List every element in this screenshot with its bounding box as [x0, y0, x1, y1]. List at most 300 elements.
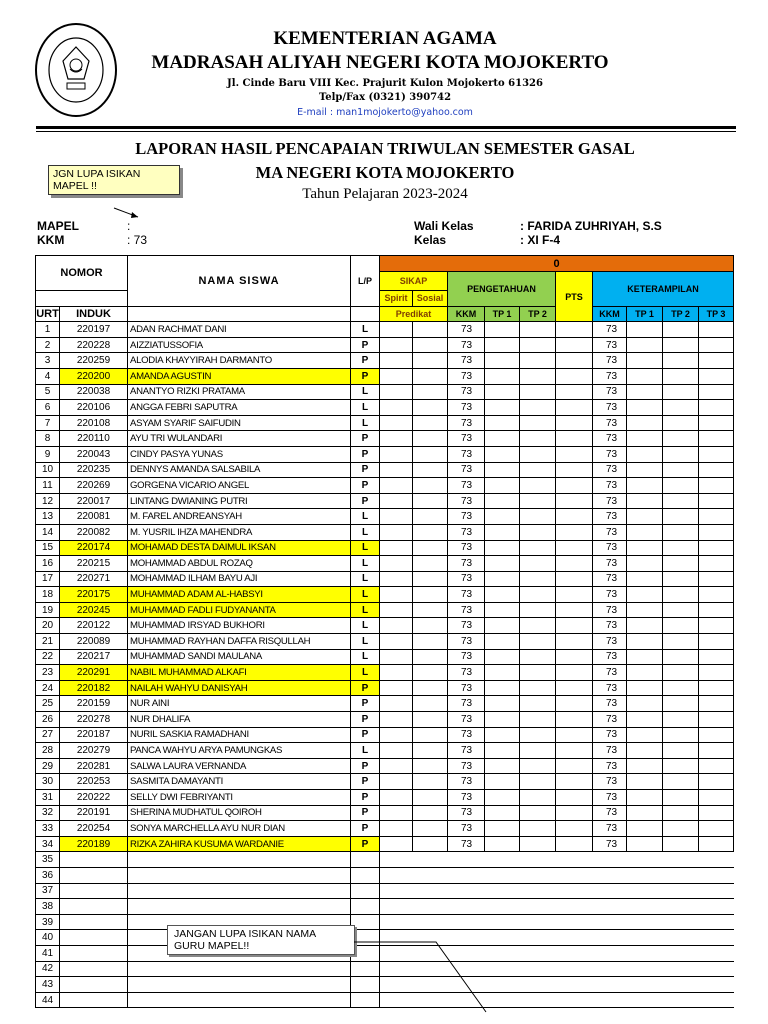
- row-kkm-pengetahuan: 73: [448, 400, 485, 416]
- row-gender: L: [351, 602, 380, 618]
- row-sosial: [413, 680, 448, 696]
- row-empty-cell: [520, 977, 556, 993]
- row-empty-cell: [593, 852, 627, 868]
- row-kkm-pengetahuan: 73: [448, 758, 485, 774]
- row-gender: P: [351, 774, 380, 790]
- row-sosial: [413, 665, 448, 681]
- row-empty-cell: [556, 992, 593, 1008]
- row-gender: P: [351, 727, 380, 743]
- row-tp3-keterampilan: [699, 353, 734, 369]
- row-spirit: [380, 821, 413, 837]
- row-kkm-keterampilan: 73: [593, 400, 627, 416]
- row-tp2-pengetahuan: [520, 540, 556, 556]
- row-tp2-keterampilan: [663, 400, 699, 416]
- row-tp3-keterampilan: [699, 805, 734, 821]
- row-empty-cell: [485, 852, 520, 868]
- row-gender: P: [351, 790, 380, 806]
- row-kkm-keterampilan: 73: [593, 712, 627, 728]
- row-spirit: [380, 727, 413, 743]
- row-student-name: SASMITA DAMAYANTI: [128, 774, 351, 790]
- row-number: 5: [36, 384, 60, 400]
- row-kkm-keterampilan: 73: [593, 478, 627, 494]
- row-tp1-keterampilan: [627, 431, 663, 447]
- row-number: 37: [36, 883, 60, 899]
- row-induk: 220254: [60, 821, 128, 837]
- table-row: [36, 790, 734, 806]
- row-kkm-pengetahuan: 73: [448, 571, 485, 587]
- row-tp1-keterampilan: [627, 493, 663, 509]
- letterhead-thin-rule: [36, 131, 736, 132]
- table-row: [36, 836, 734, 852]
- header-pengetahuan: PENGETAHUAN: [448, 272, 556, 307]
- row-tp1-keterampilan: [627, 478, 663, 494]
- header-kkm-keterampilan: KKM: [593, 306, 627, 322]
- row-tp1-keterampilan: [627, 821, 663, 837]
- row-gender: P: [351, 493, 380, 509]
- row-tp2-pengetahuan: [520, 680, 556, 696]
- report-school: MA NEGERI KOTA MOJOKERTO: [255, 163, 515, 182]
- header-urt: URT: [36, 307, 59, 320]
- row-empty-cell: [60, 852, 128, 868]
- row-empty-cell: [663, 899, 699, 915]
- row-number: 42: [36, 961, 60, 977]
- row-kkm-keterampilan: 73: [593, 353, 627, 369]
- row-tp3-keterampilan: [699, 431, 734, 447]
- row-tp3-keterampilan: [699, 556, 734, 572]
- row-kkm-keterampilan: 73: [593, 509, 627, 525]
- table-row-empty: [36, 852, 734, 868]
- row-tp2-keterampilan: [663, 571, 699, 587]
- row-induk: 220197: [60, 322, 128, 338]
- table-row: [36, 696, 734, 712]
- row-student-name: NURIL SASKIA RAMADHANI: [128, 727, 351, 743]
- row-number: 30: [36, 774, 60, 790]
- row-tp2-pengetahuan: [520, 727, 556, 743]
- row-tp2-keterampilan: [663, 821, 699, 837]
- row-spirit: [380, 322, 413, 338]
- row-tp2-pengetahuan: [520, 618, 556, 634]
- row-gender: P: [351, 478, 380, 494]
- table-row: [36, 571, 734, 587]
- row-tp1-pengetahuan: [485, 509, 520, 525]
- row-kkm-keterampilan: 73: [593, 790, 627, 806]
- row-tp3-keterampilan: [699, 337, 734, 353]
- table-row: [36, 618, 734, 634]
- row-empty-cell: [699, 899, 734, 915]
- row-pts: [556, 415, 593, 431]
- row-induk: 220110: [60, 431, 128, 447]
- row-number: 19: [36, 602, 60, 618]
- row-empty-cell: [699, 852, 734, 868]
- row-kkm-keterampilan: 73: [593, 493, 627, 509]
- row-tp2-keterampilan: [663, 524, 699, 540]
- row-tp2-pengetahuan: [520, 462, 556, 478]
- row-tp2-keterampilan: [663, 712, 699, 728]
- header-keterampilan: KETERAMPILAN: [593, 272, 734, 307]
- row-student-name: MOHAMMAD ILHAM BAYU AJI: [128, 571, 351, 587]
- row-gender: L: [351, 415, 380, 431]
- row-student-name: NUR DHALIFA: [128, 712, 351, 728]
- row-tp1-keterampilan: [627, 805, 663, 821]
- row-tp1-keterampilan: [627, 727, 663, 743]
- row-tp3-keterampilan: [699, 649, 734, 665]
- row-empty-cell: [593, 992, 627, 1008]
- row-tp3-keterampilan: [699, 727, 734, 743]
- row-spirit: [380, 712, 413, 728]
- row-spirit: [380, 353, 413, 369]
- row-pts: [556, 649, 593, 665]
- row-kkm-pengetahuan: 73: [448, 696, 485, 712]
- row-tp1-keterampilan: [627, 680, 663, 696]
- row-induk: 220235: [60, 462, 128, 478]
- row-kkm-pengetahuan: 73: [448, 774, 485, 790]
- row-tp1-keterampilan: [627, 384, 663, 400]
- row-empty-cell: [699, 883, 734, 899]
- row-kkm-keterampilan: 73: [593, 337, 627, 353]
- mapel-value: :: [127, 219, 131, 233]
- row-spirit: [380, 431, 413, 447]
- row-number: 32: [36, 805, 60, 821]
- row-empty-cell: [351, 867, 380, 883]
- row-empty-cell: [413, 852, 448, 868]
- row-kkm-pengetahuan: 73: [448, 384, 485, 400]
- row-induk: 220082: [60, 524, 128, 540]
- kkm-label: KKM: [37, 233, 65, 247]
- row-tp1-keterampilan: [627, 556, 663, 572]
- row-kkm-keterampilan: 73: [593, 322, 627, 338]
- row-tp2-keterampilan: [663, 556, 699, 572]
- row-induk: 220245: [60, 602, 128, 618]
- row-sosial: [413, 696, 448, 712]
- row-kkm-pengetahuan: 73: [448, 368, 485, 384]
- row-empty-cell: [520, 992, 556, 1008]
- row-tp2-keterampilan: [663, 368, 699, 384]
- row-pts: [556, 743, 593, 759]
- row-empty-cell: [556, 961, 593, 977]
- header-nama-blank: [128, 306, 351, 322]
- row-empty-cell: [627, 992, 663, 1008]
- row-student-name: MUHAMMAD IRSYAD BUKHORI: [128, 618, 351, 634]
- row-tp1-pengetahuan: [485, 353, 520, 369]
- row-empty-cell: [520, 867, 556, 883]
- row-empty-cell: [485, 914, 520, 930]
- row-tp1-keterampilan: [627, 758, 663, 774]
- row-kkm-keterampilan: 73: [593, 774, 627, 790]
- row-sosial: [413, 587, 448, 603]
- row-pts: [556, 509, 593, 525]
- row-tp1-keterampilan: [627, 400, 663, 416]
- row-spirit: [380, 400, 413, 416]
- row-tp1-pengetahuan: [485, 556, 520, 572]
- row-tp3-keterampilan: [699, 478, 734, 494]
- row-tp1-pengetahuan: [485, 337, 520, 353]
- row-number: 8: [36, 431, 60, 447]
- header-nomor: NOMOR: [36, 256, 128, 291]
- row-tp2-pengetahuan: [520, 587, 556, 603]
- row-spirit: [380, 618, 413, 634]
- row-student-name: ADAN RACHMAT DANI: [128, 322, 351, 338]
- row-student-name: DENNYS AMANDA SALSABILA: [128, 462, 351, 478]
- row-induk: 220187: [60, 727, 128, 743]
- row-empty-cell: [699, 914, 734, 930]
- row-student-name: MUHAMMAD RAYHAN DAFFA RISQULLAH: [128, 634, 351, 650]
- row-sosial: [413, 634, 448, 650]
- row-kkm-pengetahuan: 73: [448, 337, 485, 353]
- row-tp1-keterampilan: [627, 743, 663, 759]
- row-tp2-keterampilan: [663, 805, 699, 821]
- row-number: 25: [36, 696, 60, 712]
- row-sosial: [413, 571, 448, 587]
- row-empty-cell: [351, 899, 380, 915]
- row-tp2-pengetahuan: [520, 805, 556, 821]
- row-tp3-keterampilan: [699, 618, 734, 634]
- row-empty-cell: [663, 945, 699, 961]
- mapel-label: MAPEL: [37, 219, 79, 233]
- row-empty-cell: [520, 961, 556, 977]
- row-kkm-pengetahuan: 73: [448, 415, 485, 431]
- row-tp2-keterampilan: [663, 384, 699, 400]
- row-tp2-keterampilan: [663, 446, 699, 462]
- row-spirit: [380, 462, 413, 478]
- school-address: Jl. Cinde Baru VIII Kec. Prajurit Kulon Mojokerto 61326: [227, 78, 543, 89]
- row-empty-cell: [520, 914, 556, 930]
- row-sosial: [413, 509, 448, 525]
- row-number: 39: [36, 914, 60, 930]
- row-tp1-keterampilan: [627, 618, 663, 634]
- row-pts: [556, 587, 593, 603]
- row-tp1-pengetahuan: [485, 665, 520, 681]
- row-tp1-pengetahuan: [485, 618, 520, 634]
- row-sosial: [413, 462, 448, 478]
- row-induk: 220189: [60, 836, 128, 852]
- row-number: 29: [36, 758, 60, 774]
- row-empty-cell: [627, 883, 663, 899]
- row-tp1-pengetahuan: [485, 415, 520, 431]
- row-gender: L: [351, 556, 380, 572]
- row-gender: P: [351, 821, 380, 837]
- row-tp3-keterampilan: [699, 790, 734, 806]
- row-tp1-keterampilan: [627, 337, 663, 353]
- header-pts: PTS: [556, 272, 593, 322]
- row-kkm-pengetahuan: 73: [448, 587, 485, 603]
- row-tp1-pengetahuan: [485, 712, 520, 728]
- row-gender: L: [351, 634, 380, 650]
- row-tp1-keterampilan: [627, 571, 663, 587]
- kkm-info-value: : 73: [127, 233, 148, 247]
- table-row-empty: [36, 899, 734, 915]
- row-empty-cell: [663, 867, 699, 883]
- row-sosial: [413, 790, 448, 806]
- row-tp3-keterampilan: [699, 634, 734, 650]
- row-sosial: [413, 415, 448, 431]
- row-kkm-pengetahuan: 73: [448, 743, 485, 759]
- header-tp1-pengetahuan: TP 1: [485, 306, 520, 322]
- row-induk: 220269: [60, 478, 128, 494]
- table-row: [36, 337, 734, 353]
- row-kkm-pengetahuan: 73: [448, 446, 485, 462]
- row-student-name: GORGENA VICARIO ANGEL: [128, 478, 351, 494]
- row-sosial: [413, 384, 448, 400]
- row-induk: 220122: [60, 618, 128, 634]
- row-student-name: ANANTYO RIZKI PRATAMA: [128, 384, 351, 400]
- row-kkm-keterampilan: 73: [593, 618, 627, 634]
- row-tp1-pengetahuan: [485, 774, 520, 790]
- row-kkm-pengetahuan: 73: [448, 353, 485, 369]
- header-nama-siswa: NAMA SISWA: [128, 256, 351, 307]
- row-empty-cell: [627, 914, 663, 930]
- row-spirit: [380, 556, 413, 572]
- row-pts: [556, 384, 593, 400]
- header-lp: L/P: [351, 256, 380, 307]
- row-pts: [556, 790, 593, 806]
- row-pts: [556, 540, 593, 556]
- row-induk: 220038: [60, 384, 128, 400]
- row-tp2-keterampilan: [663, 758, 699, 774]
- row-kkm-keterampilan: 73: [593, 587, 627, 603]
- row-induk: 220279: [60, 743, 128, 759]
- row-student-name: SHERINA MUDHATUL QOIROH: [128, 805, 351, 821]
- table-row-empty: [36, 914, 734, 930]
- row-kkm-pengetahuan: 73: [448, 727, 485, 743]
- row-empty-cell: [663, 852, 699, 868]
- row-pts: [556, 478, 593, 494]
- row-student-name: NABIL MUHAMMAD ALKAFI: [128, 665, 351, 681]
- row-tp2-keterampilan: [663, 587, 699, 603]
- row-tp1-keterampilan: [627, 634, 663, 650]
- row-gender: L: [351, 665, 380, 681]
- row-empty-cell: [60, 945, 128, 961]
- table-row: [36, 322, 734, 338]
- row-tp2-pengetahuan: [520, 665, 556, 681]
- row-tp1-keterampilan: [627, 462, 663, 478]
- row-empty-cell: [556, 867, 593, 883]
- row-gender: L: [351, 540, 380, 556]
- row-kkm-keterampilan: 73: [593, 384, 627, 400]
- row-tp3-keterampilan: [699, 571, 734, 587]
- row-gender: P: [351, 836, 380, 852]
- row-empty-cell: [593, 914, 627, 930]
- row-induk: 220271: [60, 571, 128, 587]
- kelas-label: Kelas: [414, 233, 447, 247]
- row-tp3-keterampilan: [699, 774, 734, 790]
- row-tp3-keterampilan: [699, 446, 734, 462]
- table-row: [36, 431, 734, 447]
- row-tp2-pengetahuan: [520, 446, 556, 462]
- row-induk: 220174: [60, 540, 128, 556]
- table-row: [36, 758, 734, 774]
- row-empty-cell: [60, 899, 128, 915]
- row-sosial: [413, 337, 448, 353]
- row-tp2-keterampilan: [663, 353, 699, 369]
- row-empty-cell: [663, 977, 699, 993]
- row-empty-cell: [699, 992, 734, 1008]
- row-sosial: [413, 556, 448, 572]
- table-row: [36, 602, 734, 618]
- row-number: 16: [36, 556, 60, 572]
- table-row: [36, 712, 734, 728]
- row-tp1-keterampilan: [627, 322, 663, 338]
- row-pts: [556, 493, 593, 509]
- row-induk: 220106: [60, 400, 128, 416]
- row-sosial: [413, 478, 448, 494]
- row-tp1-keterampilan: [627, 587, 663, 603]
- row-induk: 220182: [60, 680, 128, 696]
- header-spirit: Spirit: [380, 291, 413, 307]
- row-kkm-keterampilan: 73: [593, 743, 627, 759]
- row-kkm-pengetahuan: 73: [448, 493, 485, 509]
- row-empty-cell: [663, 883, 699, 899]
- row-kkm-pengetahuan: 73: [448, 805, 485, 821]
- row-kkm-keterampilan: 73: [593, 836, 627, 852]
- row-empty-cell: [380, 883, 413, 899]
- row-tp2-keterampilan: [663, 415, 699, 431]
- row-tp1-keterampilan: [627, 790, 663, 806]
- table-row-empty: [36, 883, 734, 899]
- row-empty-cell: [627, 945, 663, 961]
- row-number: 4: [36, 368, 60, 384]
- row-pts: [556, 431, 593, 447]
- row-spirit: [380, 524, 413, 540]
- row-sosial: [413, 618, 448, 634]
- row-empty-cell: [593, 899, 627, 915]
- row-sosial: [413, 431, 448, 447]
- row-empty-cell: [128, 899, 351, 915]
- row-kkm-keterampilan: 73: [593, 665, 627, 681]
- row-pts: [556, 758, 593, 774]
- header-sosial: Sosial: [413, 291, 448, 307]
- row-tp1-pengetahuan: [485, 821, 520, 837]
- table-row: [36, 446, 734, 462]
- row-tp3-keterampilan: [699, 384, 734, 400]
- header-tp3-keterampilan: TP 3: [699, 306, 734, 322]
- row-tp2-pengetahuan: [520, 712, 556, 728]
- row-number: 35: [36, 852, 60, 868]
- row-empty-cell: [520, 852, 556, 868]
- row-sosial: [413, 400, 448, 416]
- row-empty-cell: [60, 914, 128, 930]
- row-tp1-pengetahuan: [485, 805, 520, 821]
- row-tp3-keterampilan: [699, 665, 734, 681]
- row-empty-cell: [556, 930, 593, 946]
- row-tp1-pengetahuan: [485, 602, 520, 618]
- row-tp2-keterampilan: [663, 790, 699, 806]
- row-tp1-pengetahuan: [485, 743, 520, 759]
- table-row: [36, 368, 734, 384]
- row-number: 22: [36, 649, 60, 665]
- row-spirit: [380, 509, 413, 525]
- table-row: [36, 400, 734, 416]
- row-tp2-pengetahuan: [520, 337, 556, 353]
- row-empty-cell: [128, 852, 351, 868]
- row-tp2-pengetahuan: [520, 556, 556, 572]
- row-tp1-keterampilan: [627, 649, 663, 665]
- row-empty-cell: [627, 867, 663, 883]
- row-tp2-pengetahuan: [520, 524, 556, 540]
- row-induk: 220089: [60, 634, 128, 650]
- row-student-name: ALODIA KHAYYIRAH DARMANTO: [128, 353, 351, 369]
- row-tp2-pengetahuan: [520, 368, 556, 384]
- row-pts: [556, 462, 593, 478]
- row-student-name: NAILAH WAHYU DANISYAH: [128, 680, 351, 696]
- row-student-name: M. FAREL ANDREANSYAH: [128, 509, 351, 525]
- row-sosial: [413, 649, 448, 665]
- row-spirit: [380, 774, 413, 790]
- table-row-empty: [36, 867, 734, 883]
- row-tp1-keterampilan: [627, 602, 663, 618]
- row-kkm-pengetahuan: 73: [448, 602, 485, 618]
- row-tp1-pengetahuan: [485, 649, 520, 665]
- row-empty-cell: [60, 867, 128, 883]
